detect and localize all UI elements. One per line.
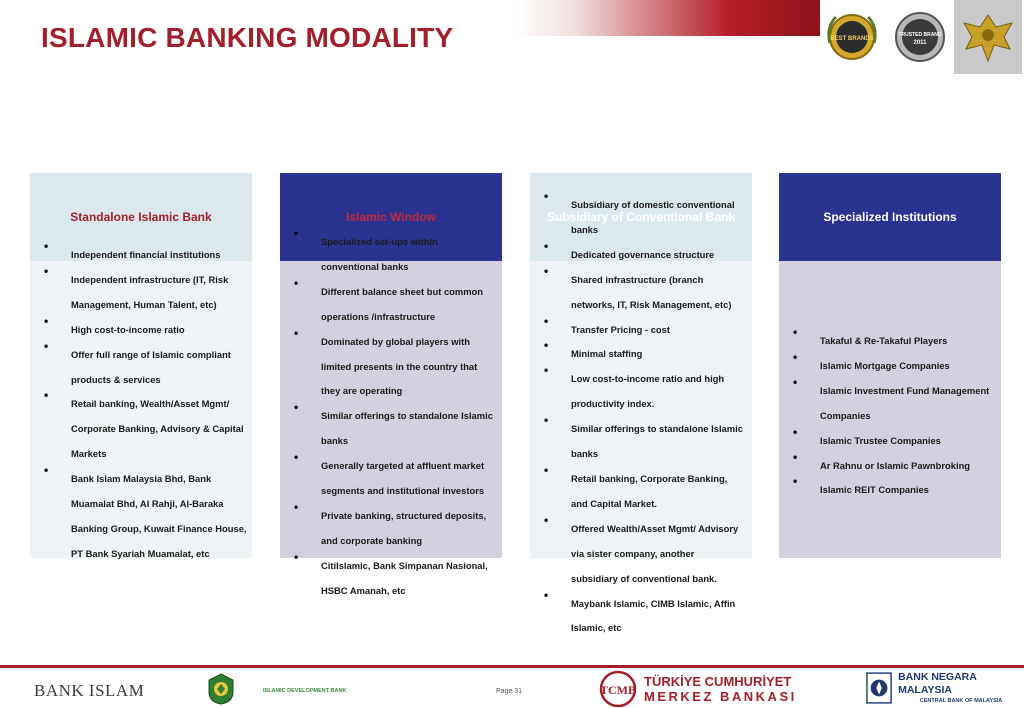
tcmb-logo: [598, 670, 797, 708]
award-badges: [818, 0, 1024, 74]
list-item: • Dominated by global players with limited presents in the country that they are operating: [321, 330, 493, 405]
column-heading: Subsidiary of Conventional Bank: [530, 173, 752, 261]
page-title: ISLAMIC BANKING MODALITY: [41, 22, 454, 53]
list-item: • Retail banking, Wealth/Asset Mgmt/ Corporate Banking, Advisory & Capital Markets: [71, 392, 251, 467]
column-heading: Islamic Window: [280, 173, 502, 261]
eagle-crest-icon: [954, 0, 1022, 74]
list-item: • Dedicated governance structure: [571, 243, 743, 268]
tcmb-name-line2: MERKEZ BANKASI: [644, 689, 797, 704]
subsidiary-bullet-list: [571, 193, 743, 641]
list-item: • Independent infrastructure (IT, Risk Management, Human Talent, etc): [71, 268, 251, 318]
specialized-bullet-list: [820, 329, 992, 503]
list-item: • CitiIslamic, Bank Simpanan Nasional, HSBC Amanah, etc: [321, 554, 493, 604]
list-item: • Islamic Mortgage Companies: [820, 354, 992, 379]
idb-emblem-icon: [205, 672, 237, 706]
list-item: • Private banking, structured deposits, and corporate banking: [321, 504, 493, 554]
bnm-name-line2: CENTRAL BANK OF MALAYSIA: [919, 698, 1003, 704]
list-item: • Maybank Islamic, CIMB Islamic, Affin Islamic, etc: [571, 592, 743, 642]
standalone-bullet-list: [71, 243, 251, 567]
idb-label: ISLAMIC DEVELOPMENT BANK: [263, 688, 347, 694]
list-item: • Islamic Trustee Companies: [820, 429, 992, 454]
list-item: • Islamic Investment Fund Management Companies: [820, 379, 992, 429]
svg-text:TCMB: TCMB: [600, 683, 636, 697]
trusted-brand-2011-badge-icon: [886, 0, 954, 74]
list-item: • Generally targeted at affluent market segments and institutional investors: [321, 454, 493, 504]
column-heading: Specialized Institutions: [779, 173, 1001, 261]
column-heading: Standalone Islamic Bank: [30, 173, 252, 261]
list-item: • Retail banking, Corporate Banking, and Capital Market.: [571, 467, 743, 517]
bnm-name-line1: BANK NEGARA MALAYSIA: [898, 671, 977, 696]
bnm-crest-icon: [866, 671, 892, 705]
list-item: • Ar Rahnu or Islamic Pawnbroking: [820, 454, 992, 479]
bnm-logo: [866, 671, 1024, 705]
list-item: • Minimal staffing: [571, 342, 743, 367]
list-item: • Similar offerings to standalone Islamic banks: [321, 404, 493, 454]
list-item: • Bank Islam Malaysia Bhd, Bank Muamalat Bhd, Al Rahji, Al-Baraka Banking Group, Kuwait Finance House, PT Bank Syariah Muamalat, etc: [71, 467, 251, 567]
bank-islam-logo: BANK ISLAM: [34, 681, 145, 700]
list-item: • Similar offerings to standalone Islamic banks: [571, 417, 743, 467]
list-item: • Independent financial institutions: [71, 243, 251, 268]
best-brands-badge-icon: [818, 0, 886, 74]
list-item: • Takaful & Re-Takaful Players: [820, 329, 992, 354]
svg-text:TRUSTED BRAND: TRUSTED BRAND: [898, 32, 942, 38]
list-item: • Shared infrastructure (branch networks, IT, Risk Management, etc): [571, 268, 743, 318]
list-item: • Different balance sheet but common operations /infrastructure: [321, 280, 493, 330]
list-item: • Transfer Pricing - cost: [571, 318, 743, 343]
top-gradient-band: [514, 0, 820, 36]
page-number: Page 31: [496, 688, 523, 695]
svg-text:BEST BRANDS: BEST BRANDS: [830, 36, 874, 42]
list-item: • Low cost-to-income ratio and high productivity index.: [571, 367, 743, 417]
svg-text:2011: 2011: [913, 40, 927, 46]
tcmb-monogram-icon: [598, 670, 638, 708]
list-item: • Specialized set-ups within conventional banks: [321, 230, 493, 280]
list-item: • Offered Wealth/Asset Mgmt/ Advisory via sister company, another subsidiary of conventional bank.: [571, 517, 743, 592]
footer-divider: [0, 665, 1024, 668]
tcmb-name-line1: TÜRKİYE CUMHURİYET: [644, 674, 792, 689]
list-item: • High cost-to-income ratio: [71, 318, 251, 343]
list-item: • Subsidiary of domestic conventional banks: [571, 193, 743, 243]
islamic-window-bullet-list: [321, 230, 493, 604]
list-item: • Offer full range of Islamic compliant products & services: [71, 343, 251, 393]
list-item: • Islamic REIT Companies: [820, 478, 992, 503]
